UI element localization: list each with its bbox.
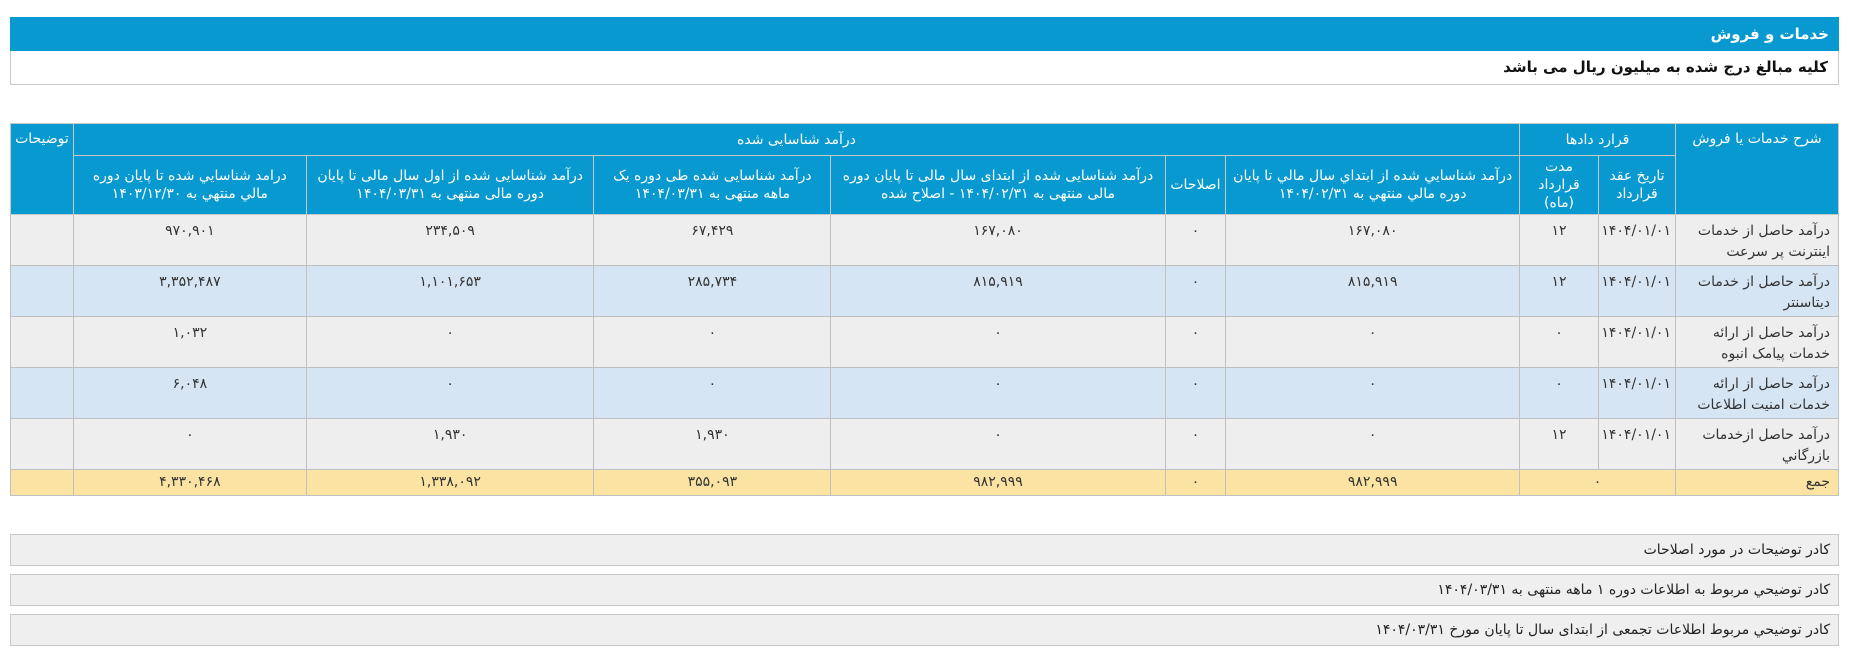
revenue-table: [10, 123, 1839, 496]
group-header-row: [11, 124, 1839, 156]
section-title: خدمات و فروش: [10, 17, 1839, 51]
cell-desc: درآمد حاصل از ارائه خدمات امنیت اطلاعات: [1675, 368, 1838, 419]
total-duration: ۰: [1520, 470, 1676, 496]
total-rev-to-start: ۹۸۲,۹۹۹: [1226, 470, 1520, 496]
cell-desc: درآمد حاصل از ارائه خدمات پیامک انبوه: [1675, 317, 1838, 368]
cell-rev-corrected: ۰: [831, 317, 1165, 368]
cell-date: ۱۴۰۴/۰۱/۰۱: [1599, 419, 1676, 470]
cell-date: ۱۴۰۴/۰۱/۰۱: [1599, 368, 1676, 419]
cell-rev-to-start: ۱۶۷,۰۸۰: [1226, 215, 1520, 266]
cell-duration: ۱۲: [1520, 215, 1599, 266]
header-notes: توضیحات: [11, 124, 74, 215]
header-rev-to-end: درآمد شناسایی شده از اول سال مالی تا پایان دوره مالی منتهی به ۱۴۰۴/۰۳/۳۱: [306, 156, 594, 215]
corrections-note-box: کادر توضیحات در مورد اصلاحات: [10, 534, 1839, 566]
header-service: شرح خدمات یا فروش: [1675, 124, 1838, 215]
cell-rev-corrected: ۰: [831, 368, 1165, 419]
cell-rev-to-start: ۰: [1226, 368, 1520, 419]
cell-notes: [11, 368, 74, 419]
cell-notes: [11, 215, 74, 266]
header-corrections: اصلاحات: [1165, 156, 1226, 215]
cell-rev-corrected: ۸۱۵,۹۱۹: [831, 266, 1165, 317]
cell-notes: [11, 317, 74, 368]
cell-rev-to-end: ۰: [306, 317, 594, 368]
cell-rev-one-month: ۱,۹۳۰: [594, 419, 831, 470]
cell-corrections: ۰: [1165, 368, 1226, 419]
cell-rev-one-month: ۲۸۵,۷۳۴: [594, 266, 831, 317]
cell-duration: ۰: [1520, 317, 1599, 368]
cell-notes: [11, 266, 74, 317]
monthly-note-box: کادر توضیحي مربوط به اطلاعات دوره ۱ ماهه منتهی به ۱۴۰۴/۰۳/۳۱: [10, 574, 1839, 606]
total-rev-one-month: ۳۵۵,۰۹۳: [594, 470, 831, 496]
table-row: [11, 266, 1839, 317]
cell-rev-one-month: ۰: [594, 317, 831, 368]
cell-desc: درآمد حاصل از خدمات دیتاسنتر: [1675, 266, 1838, 317]
header-contracts: قرارد دادها: [1520, 124, 1676, 156]
header-rev-to-start: درآمد شناسايي شده از ابتداي سال مالي تا پايان دوره مالي منتهي به ۱۴۰۴/۰۲/۳۱: [1226, 156, 1520, 215]
total-notes: [11, 470, 74, 496]
cell-rev-to-start: ۰: [1226, 317, 1520, 368]
footer-notes: [10, 534, 1839, 646]
cell-rev-to-end: ۱,۹۳۰: [306, 419, 594, 470]
cell-date: ۱۴۰۴/۰۱/۰۱: [1599, 266, 1676, 317]
cell-corrections: ۰: [1165, 266, 1226, 317]
header-rev-prev-year: درامد شناسايي شده تا پايان دوره مالي منتهي به ۱۴۰۳/۱۲/۳۰: [73, 156, 306, 215]
cell-corrections: ۰: [1165, 215, 1226, 266]
cell-rev-prev-year: ۹۷۰,۹۰۱: [73, 215, 306, 266]
cell-duration: ۱۲: [1520, 266, 1599, 317]
cell-rev-prev-year: ۶,۰۴۸: [73, 368, 306, 419]
total-row: [11, 470, 1839, 496]
header-rev-corrected: درآمد شناسایی شده از ابتدای سال مالی تا پایان دوره مالی منتهی به ۱۴۰۴/۰۲/۳۱ - اصلاح شده: [831, 156, 1165, 215]
header-contract-date: تاریخ عقد قرارداد: [1599, 156, 1676, 215]
total-corrections: ۰: [1165, 470, 1226, 496]
total-label: جمع: [1675, 470, 1838, 496]
cell-rev-to-end: ۰: [306, 368, 594, 419]
table-row: [11, 368, 1839, 419]
cell-corrections: ۰: [1165, 419, 1226, 470]
header-recognized: درآمد شناسایی شده: [73, 124, 1519, 156]
table-row: [11, 215, 1839, 266]
cell-rev-one-month: ۰: [594, 368, 831, 419]
cell-desc: درآمد حاصل از خدمات اینترنت پر سرعت: [1675, 215, 1838, 266]
cumulative-note-box: کادر توضیحي مربوط اطلاعات تجمعی از ابتدای سال تا پایان مورخ ۱۴۰۴/۰۳/۳۱: [10, 614, 1839, 646]
cell-rev-prev-year: ۱,۰۳۲: [73, 317, 306, 368]
cell-notes: [11, 419, 74, 470]
cell-rev-prev-year: ۰: [73, 419, 306, 470]
sub-header-row: [11, 156, 1839, 215]
table-row: [11, 317, 1839, 368]
cell-date: ۱۴۰۴/۰۱/۰۱: [1599, 215, 1676, 266]
cell-rev-to-start: ۰: [1226, 419, 1520, 470]
total-rev-to-end: ۱,۳۳۸,۰۹۲: [306, 470, 594, 496]
cell-rev-one-month: ۶۷,۴۲۹: [594, 215, 831, 266]
page-content: [10, 17, 1839, 654]
total-rev-corrected: ۹۸۲,۹۹۹: [831, 470, 1165, 496]
cell-rev-to-start: ۸۱۵,۹۱۹: [1226, 266, 1520, 317]
cell-rev-corrected: ۰: [831, 419, 1165, 470]
cell-corrections: ۰: [1165, 317, 1226, 368]
amounts-note: کلیه مبالغ درج شده به میلیون ریال می باشد: [10, 51, 1839, 85]
cell-rev-prev-year: ۳,۳۵۲,۴۸۷: [73, 266, 306, 317]
cell-duration: ۱۲: [1520, 419, 1599, 470]
table-row: [11, 419, 1839, 470]
cell-rev-to-end: ۱,۱۰۱,۶۵۳: [306, 266, 594, 317]
cell-desc: درآمد حاصل ازخدمات بازرگاني: [1675, 419, 1838, 470]
header-rev-one-month: درآمد شناسایی شده طی دوره یک ماهه منتهی به ۱۴۰۴/۰۳/۳۱: [594, 156, 831, 215]
cell-rev-corrected: ۱۶۷,۰۸۰: [831, 215, 1165, 266]
header-duration: مدت قرارداد (ماه): [1520, 156, 1599, 215]
cell-duration: ۰: [1520, 368, 1599, 419]
cell-date: ۱۴۰۴/۰۱/۰۱: [1599, 317, 1676, 368]
total-rev-prev-year: ۴,۳۳۰,۴۶۸: [73, 470, 306, 496]
cell-rev-to-end: ۲۳۴,۵۰۹: [306, 215, 594, 266]
